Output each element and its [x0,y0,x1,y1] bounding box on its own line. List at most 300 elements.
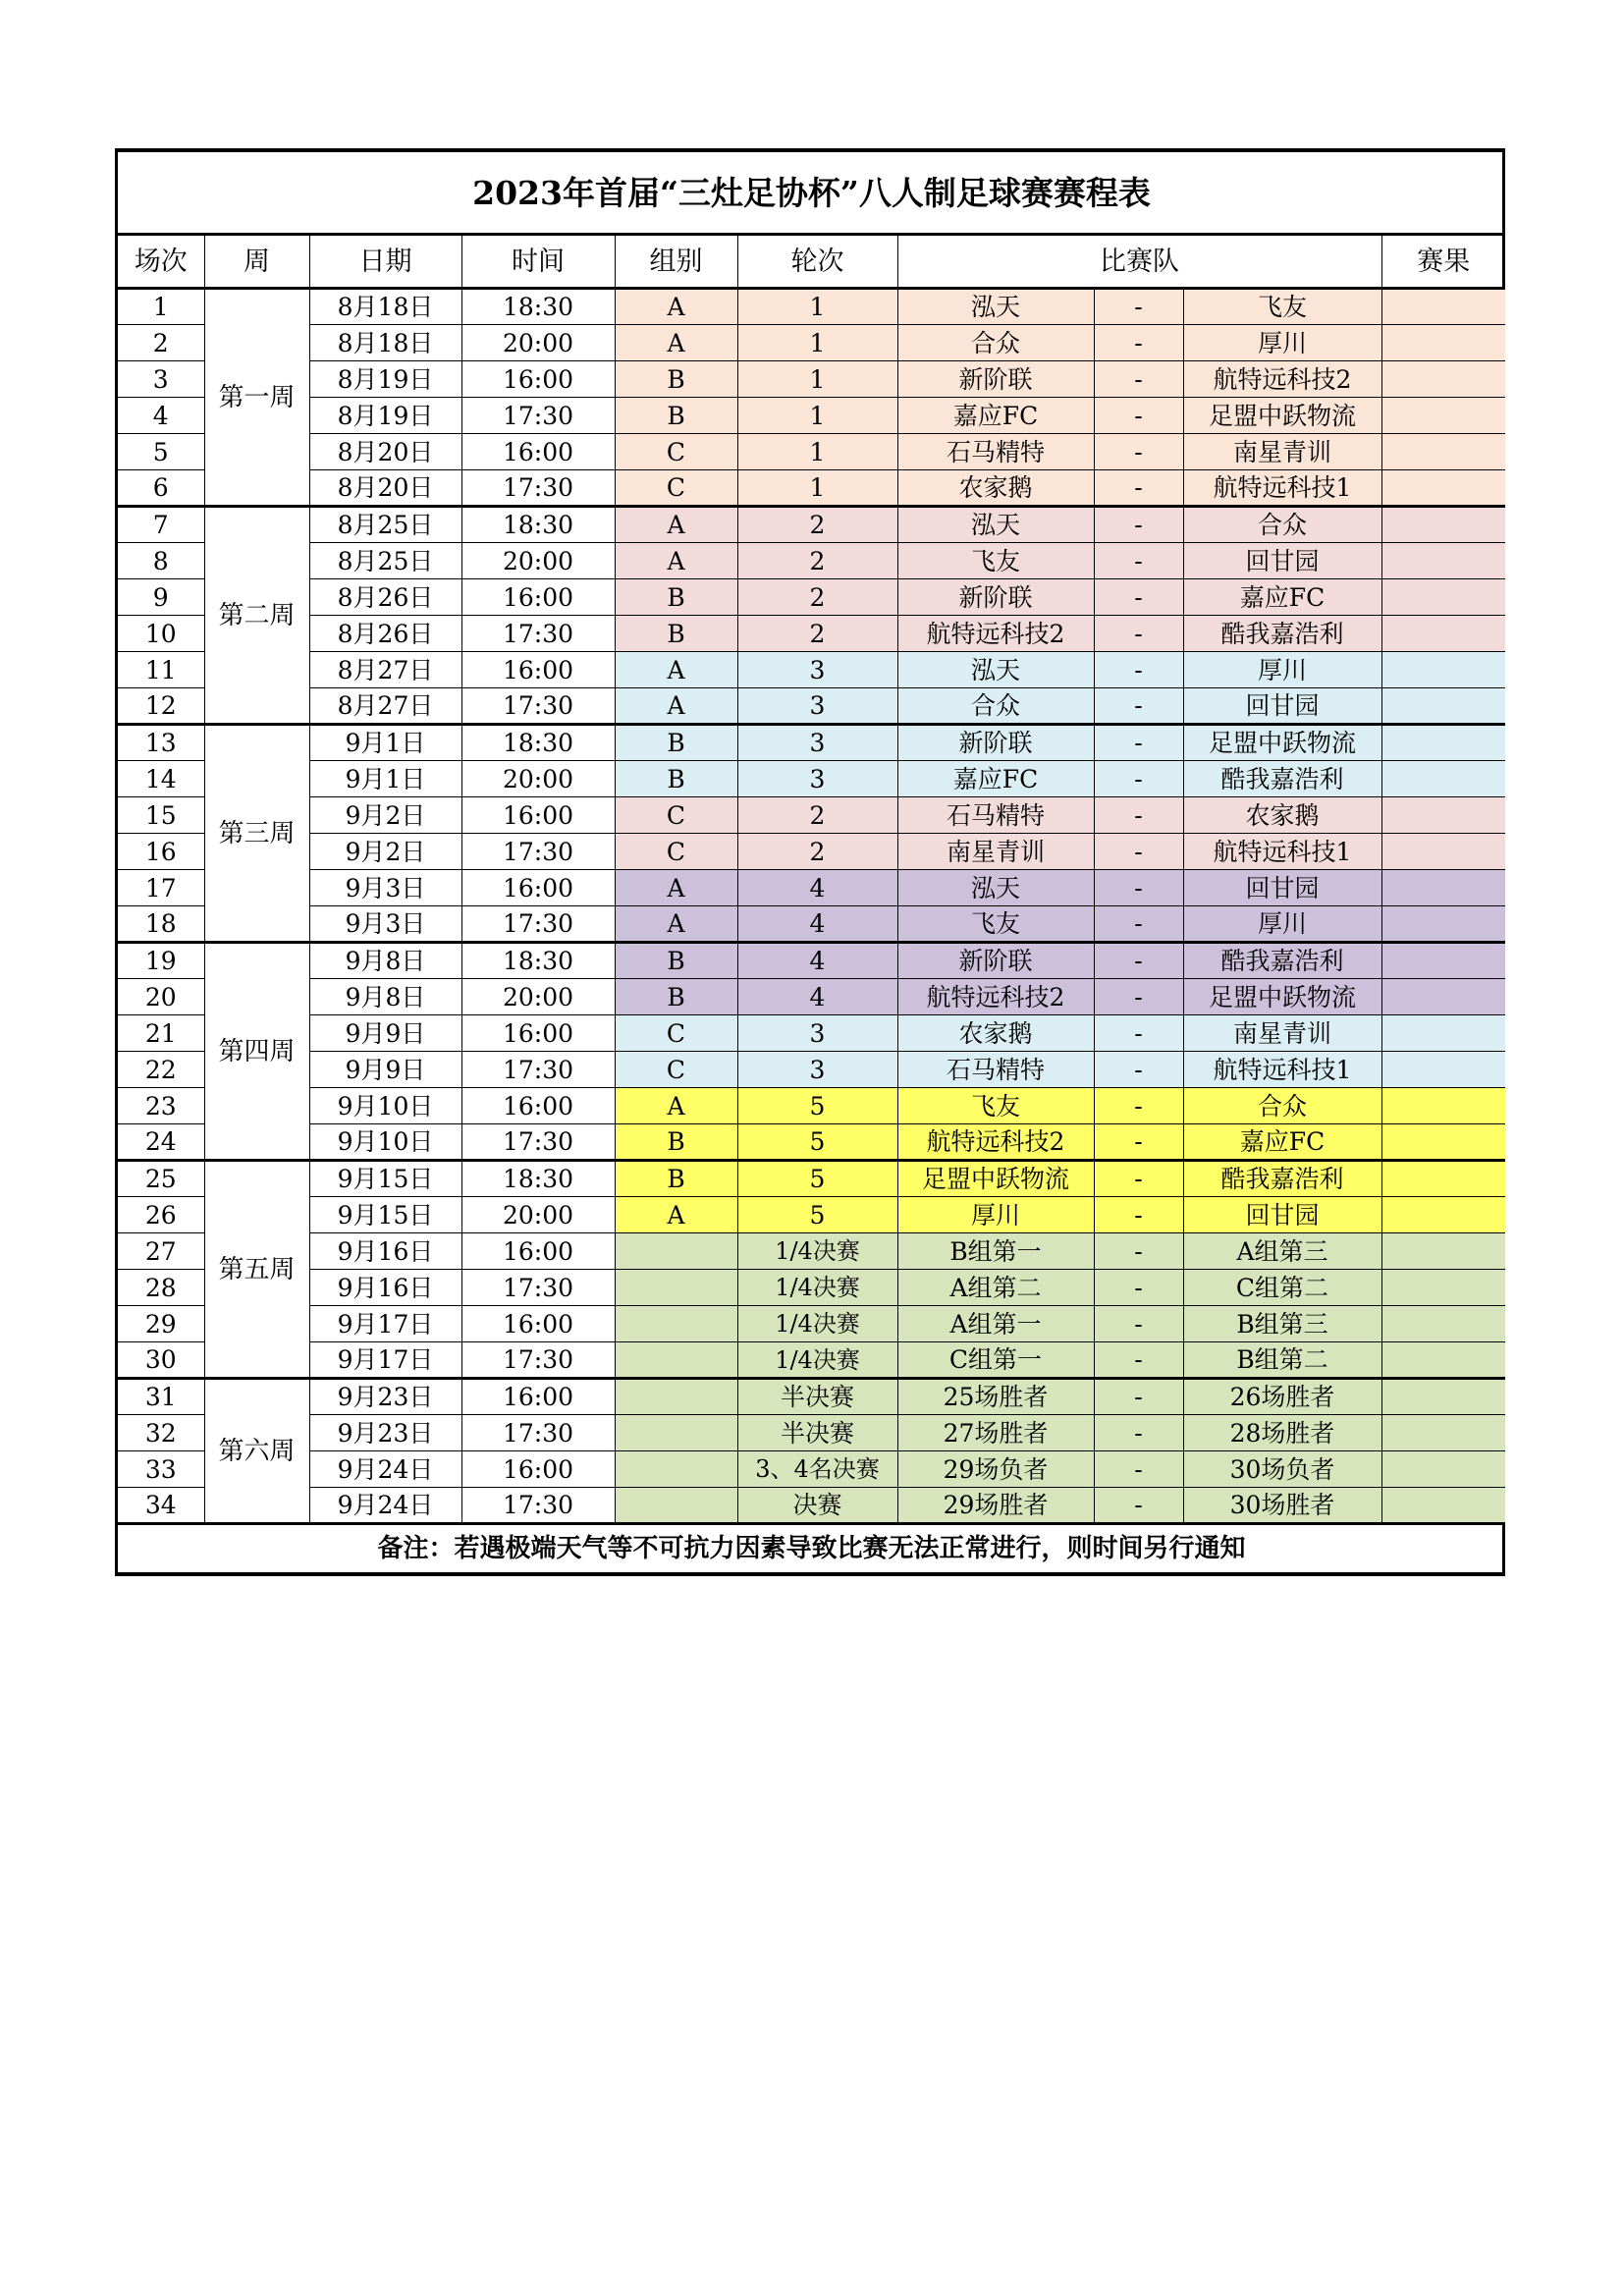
time-cell: 17:30 [461,1415,615,1451]
round-cell: 1/4决赛 [737,1270,897,1306]
header-time: 时间 [461,235,615,289]
result-cell [1381,361,1505,398]
round-cell: 3 [737,688,897,725]
date-cell: 8月25日 [309,507,461,543]
table-row [118,1197,1505,1233]
match-no-cell: 28 [118,1270,204,1306]
date-cell: 9月24日 [309,1488,461,1524]
away-team-cell: 28场胜者 [1183,1415,1381,1451]
away-team-cell: 航特远科技1 [1183,1052,1381,1088]
away-team-cell: 足盟中跃物流 [1183,979,1381,1015]
away-team-cell: 酷我嘉浩利 [1183,943,1381,979]
result-cell [1381,398,1505,434]
away-team-cell: B组第三 [1183,1306,1381,1342]
vs-separator-cell: - [1094,1379,1183,1415]
group-cell: B [615,361,737,398]
date-cell: 9月15日 [309,1161,461,1197]
table-row [118,1161,1505,1197]
table-row [118,616,1505,652]
round-cell: 4 [737,943,897,979]
result-cell [1381,1270,1505,1306]
vs-separator-cell: - [1094,434,1183,470]
home-team-cell: 农家鹅 [897,470,1094,507]
home-team-cell: A组第二 [897,1270,1094,1306]
week-cell: 第二周 [204,507,309,725]
match-no-cell: 30 [118,1342,204,1379]
group-cell: A [615,289,737,325]
away-team-cell: 回甘园 [1183,870,1381,906]
header-round: 轮次 [737,235,897,289]
schedule-table [118,151,1505,1573]
date-cell: 8月19日 [309,361,461,398]
header-week: 周 [204,235,309,289]
vs-separator-cell: - [1094,870,1183,906]
time-cell: 18:30 [461,1161,615,1197]
group-cell: A [615,906,737,943]
time-cell: 16:00 [461,434,615,470]
home-team-cell: 航特远科技2 [897,979,1094,1015]
home-team-cell: 南星青训 [897,834,1094,870]
vs-separator-cell: - [1094,906,1183,943]
result-cell [1381,1233,1505,1270]
table-row [118,1415,1505,1451]
round-cell: 半决赛 [737,1415,897,1451]
home-team-cell: 石马精特 [897,797,1094,834]
time-cell: 20:00 [461,761,615,797]
result-cell [1381,797,1505,834]
header-teams: 比赛队 [897,235,1381,289]
group-cell: A [615,870,737,906]
away-team-cell: 合众 [1183,1088,1381,1124]
time-cell: 17:30 [461,1342,615,1379]
week-cell: 第三周 [204,725,309,943]
week-cell: 第一周 [204,289,309,507]
vs-separator-cell: - [1094,1342,1183,1379]
home-team-cell: 农家鹅 [897,1015,1094,1052]
home-team-cell: 29场胜者 [897,1488,1094,1524]
result-cell [1381,470,1505,507]
group-cell: A [615,652,737,688]
table-row [118,398,1505,434]
date-cell: 9月8日 [309,979,461,1015]
round-cell: 2 [737,579,897,616]
table-row [118,652,1505,688]
home-team-cell: 嘉应FC [897,761,1094,797]
home-team-cell: 厚川 [897,1197,1094,1233]
round-cell: 2 [737,507,897,543]
home-team-cell: B组第一 [897,1233,1094,1270]
result-cell [1381,507,1505,543]
header-result: 赛果 [1381,235,1505,289]
table-row [118,761,1505,797]
result-cell [1381,906,1505,943]
round-cell: 2 [737,797,897,834]
match-no-cell: 31 [118,1379,204,1415]
time-cell: 18:30 [461,289,615,325]
round-cell: 1 [737,325,897,361]
note-row [118,1524,1505,1573]
home-team-cell: 飞友 [897,906,1094,943]
group-cell: C [615,470,737,507]
vs-separator-cell: - [1094,725,1183,761]
group-cell: A [615,325,737,361]
group-cell: B [615,398,737,434]
vs-separator-cell: - [1094,1270,1183,1306]
time-cell: 18:30 [461,725,615,761]
round-cell: 2 [737,616,897,652]
away-team-cell: B组第二 [1183,1342,1381,1379]
table-row [118,325,1505,361]
group-cell: B [615,1124,737,1161]
result-cell [1381,761,1505,797]
match-no-cell: 33 [118,1451,204,1488]
table-row [118,906,1505,943]
away-team-cell: 回甘园 [1183,688,1381,725]
vs-separator-cell: - [1094,579,1183,616]
group-cell: C [615,1052,737,1088]
vs-separator-cell: - [1094,543,1183,579]
away-team-cell: 嘉应FC [1183,1124,1381,1161]
time-cell: 17:30 [461,470,615,507]
home-team-cell: 新阶联 [897,361,1094,398]
time-cell: 17:30 [461,616,615,652]
date-cell: 9月17日 [309,1306,461,1342]
note-text: 备注：若遇极端天气等不可抗力因素导致比赛无法正常进行，则时间另行通知 [118,1524,1505,1573]
group-cell: C [615,834,737,870]
vs-separator-cell: - [1094,470,1183,507]
away-team-cell: 26场胜者 [1183,1379,1381,1415]
vs-separator-cell: - [1094,943,1183,979]
time-cell: 16:00 [461,1015,615,1052]
date-cell: 9月1日 [309,725,461,761]
match-no-cell: 22 [118,1052,204,1088]
time-cell: 16:00 [461,1233,615,1270]
time-cell: 20:00 [461,543,615,579]
group-cell: C [615,797,737,834]
round-cell: 3、4名决赛 [737,1451,897,1488]
match-no-cell: 19 [118,943,204,979]
result-cell [1381,725,1505,761]
table-row [118,943,1505,979]
vs-separator-cell: - [1094,652,1183,688]
group-cell [615,1342,737,1379]
round-cell: 4 [737,870,897,906]
vs-separator-cell: - [1094,1197,1183,1233]
time-cell: 16:00 [461,579,615,616]
match-no-cell: 24 [118,1124,204,1161]
result-cell [1381,325,1505,361]
time-cell: 16:00 [461,1379,615,1415]
time-cell: 18:30 [461,507,615,543]
round-cell: 3 [737,761,897,797]
home-team-cell: 新阶联 [897,579,1094,616]
match-no-cell: 26 [118,1197,204,1233]
group-cell: A [615,507,737,543]
group-cell: A [615,1088,737,1124]
result-cell [1381,1306,1505,1342]
vs-separator-cell: - [1094,1088,1183,1124]
vs-separator-cell: - [1094,979,1183,1015]
table-row [118,470,1505,507]
table-row [118,1451,1505,1488]
time-cell: 17:30 [461,834,615,870]
round-cell: 半决赛 [737,1379,897,1415]
home-team-cell: 合众 [897,325,1094,361]
header-date: 日期 [309,235,461,289]
round-cell: 决赛 [737,1488,897,1524]
date-cell: 9月8日 [309,943,461,979]
date-cell: 9月3日 [309,906,461,943]
home-team-cell: 泓天 [897,507,1094,543]
date-cell: 9月16日 [309,1233,461,1270]
vs-separator-cell: - [1094,688,1183,725]
table-row [118,1270,1505,1306]
round-cell: 1 [737,398,897,434]
group-cell: B [615,943,737,979]
result-cell [1381,834,1505,870]
match-no-cell: 13 [118,725,204,761]
away-team-cell: 厚川 [1183,325,1381,361]
time-cell: 17:30 [461,1052,615,1088]
date-cell: 8月25日 [309,543,461,579]
away-team-cell: A组第三 [1183,1233,1381,1270]
date-cell: 8月20日 [309,434,461,470]
table-row [118,434,1505,470]
away-team-cell: 厚川 [1183,652,1381,688]
table-row [118,1379,1505,1415]
vs-separator-cell: - [1094,1451,1183,1488]
table-row [118,870,1505,906]
table-row [118,507,1505,543]
table-row [118,1052,1505,1088]
round-cell: 3 [737,1015,897,1052]
vs-separator-cell: - [1094,616,1183,652]
away-team-cell: C组第二 [1183,1270,1381,1306]
date-cell: 8月18日 [309,325,461,361]
schedule-sheet [115,148,1505,1576]
match-no-cell: 18 [118,906,204,943]
date-cell: 9月3日 [309,870,461,906]
result-cell [1381,1197,1505,1233]
page-title: 2023年首届“三灶足协杯”八人制足球赛赛程表 [118,152,1505,235]
result-cell [1381,1488,1505,1524]
vs-separator-cell: - [1094,507,1183,543]
home-team-cell: 石马精特 [897,1052,1094,1088]
away-team-cell: 30场胜者 [1183,1488,1381,1524]
round-cell: 1 [737,434,897,470]
vs-separator-cell: - [1094,834,1183,870]
date-cell: 9月2日 [309,797,461,834]
group-cell [615,1270,737,1306]
group-cell [615,1233,737,1270]
group-cell: A [615,543,737,579]
away-team-cell: 酷我嘉浩利 [1183,616,1381,652]
home-team-cell: 航特远科技2 [897,1124,1094,1161]
away-team-cell: 酷我嘉浩利 [1183,761,1381,797]
away-team-cell: 南星青训 [1183,1015,1381,1052]
away-team-cell: 厚川 [1183,906,1381,943]
date-cell: 9月10日 [309,1124,461,1161]
time-cell: 17:30 [461,688,615,725]
home-team-cell: 泓天 [897,870,1094,906]
table-row [118,289,1505,325]
table-row [118,688,1505,725]
time-cell: 17:30 [461,906,615,943]
home-team-cell: 25场胜者 [897,1379,1094,1415]
date-cell: 8月19日 [309,398,461,434]
time-cell: 20:00 [461,979,615,1015]
group-cell: B [615,725,737,761]
round-cell: 3 [737,652,897,688]
group-cell [615,1415,737,1451]
result-cell [1381,1088,1505,1124]
date-cell: 9月2日 [309,834,461,870]
match-no-cell: 5 [118,434,204,470]
away-team-cell: 合众 [1183,507,1381,543]
group-cell: B [615,579,737,616]
round-cell: 5 [737,1197,897,1233]
time-cell: 20:00 [461,1197,615,1233]
round-cell: 1 [737,289,897,325]
table-row [118,543,1505,579]
match-no-cell: 7 [118,507,204,543]
time-cell: 16:00 [461,1306,615,1342]
table-row [118,1488,1505,1524]
round-cell: 1/4决赛 [737,1233,897,1270]
round-cell: 2 [737,834,897,870]
table-row [118,579,1505,616]
group-cell: B [615,761,737,797]
home-team-cell: 27场胜者 [897,1415,1094,1451]
group-cell: B [615,1161,737,1197]
away-team-cell: 航特远科技1 [1183,470,1381,507]
vs-separator-cell: - [1094,1415,1183,1451]
vs-separator-cell: - [1094,1233,1183,1270]
home-team-cell: C组第一 [897,1342,1094,1379]
home-team-cell: 新阶联 [897,725,1094,761]
time-cell: 18:30 [461,943,615,979]
time-cell: 17:30 [461,1488,615,1524]
away-team-cell: 航特远科技2 [1183,361,1381,398]
table-row [118,725,1505,761]
round-cell: 3 [737,725,897,761]
away-team-cell: 回甘园 [1183,1197,1381,1233]
week-cell: 第六周 [204,1379,309,1524]
away-team-cell: 飞友 [1183,289,1381,325]
group-cell: B [615,979,737,1015]
date-cell: 9月17日 [309,1342,461,1379]
group-cell [615,1488,737,1524]
date-cell: 9月23日 [309,1415,461,1451]
home-team-cell: 航特远科技2 [897,616,1094,652]
table-row [118,1342,1505,1379]
away-team-cell: 嘉应FC [1183,579,1381,616]
result-cell [1381,652,1505,688]
home-team-cell: 新阶联 [897,943,1094,979]
away-team-cell: 酷我嘉浩利 [1183,1161,1381,1197]
match-no-cell: 11 [118,652,204,688]
match-no-cell: 4 [118,398,204,434]
date-cell: 8月20日 [309,470,461,507]
vs-separator-cell: - [1094,1124,1183,1161]
result-cell [1381,1379,1505,1415]
result-cell [1381,688,1505,725]
round-cell: 1 [737,361,897,398]
date-cell: 8月18日 [309,289,461,325]
home-team-cell: 嘉应FC [897,398,1094,434]
date-cell: 8月27日 [309,688,461,725]
header-group: 组别 [615,235,737,289]
round-cell: 3 [737,1052,897,1088]
match-no-cell: 29 [118,1306,204,1342]
round-cell: 1/4决赛 [737,1342,897,1379]
vs-separator-cell: - [1094,797,1183,834]
table-row [118,979,1505,1015]
header-match-no: 场次 [118,235,204,289]
match-no-cell: 10 [118,616,204,652]
date-cell: 9月16日 [309,1270,461,1306]
result-cell [1381,1015,1505,1052]
round-cell: 4 [737,906,897,943]
group-cell [615,1379,737,1415]
time-cell: 17:30 [461,1270,615,1306]
result-cell [1381,1451,1505,1488]
away-team-cell: 农家鹅 [1183,797,1381,834]
round-cell: 4 [737,979,897,1015]
match-no-cell: 25 [118,1161,204,1197]
away-team-cell: 30场负者 [1183,1451,1381,1488]
match-no-cell: 6 [118,470,204,507]
home-team-cell: A组第一 [897,1306,1094,1342]
vs-separator-cell: - [1094,361,1183,398]
vs-separator-cell: - [1094,289,1183,325]
match-no-cell: 9 [118,579,204,616]
result-cell [1381,943,1505,979]
home-team-cell: 泓天 [897,652,1094,688]
round-cell: 5 [737,1088,897,1124]
result-cell [1381,1415,1505,1451]
week-cell: 第五周 [204,1161,309,1379]
result-cell [1381,1052,1505,1088]
home-team-cell: 石马精特 [897,434,1094,470]
match-no-cell: 17 [118,870,204,906]
result-cell [1381,289,1505,325]
time-cell: 17:30 [461,1124,615,1161]
table-row [118,1306,1505,1342]
round-cell: 1/4决赛 [737,1306,897,1342]
match-no-cell: 12 [118,688,204,725]
away-team-cell: 南星青训 [1183,434,1381,470]
vs-separator-cell: - [1094,1488,1183,1524]
group-cell: A [615,1197,737,1233]
result-cell [1381,543,1505,579]
home-team-cell: 合众 [897,688,1094,725]
date-cell: 8月27日 [309,652,461,688]
match-no-cell: 1 [118,289,204,325]
group-cell: B [615,616,737,652]
round-cell: 5 [737,1161,897,1197]
date-cell: 9月24日 [309,1451,461,1488]
result-cell [1381,1161,1505,1197]
vs-separator-cell: - [1094,1306,1183,1342]
time-cell: 20:00 [461,325,615,361]
home-team-cell: 飞友 [897,1088,1094,1124]
date-cell: 9月1日 [309,761,461,797]
home-team-cell: 足盟中跃物流 [897,1161,1094,1197]
week-cell: 第四周 [204,943,309,1161]
group-cell [615,1306,737,1342]
vs-separator-cell: - [1094,398,1183,434]
